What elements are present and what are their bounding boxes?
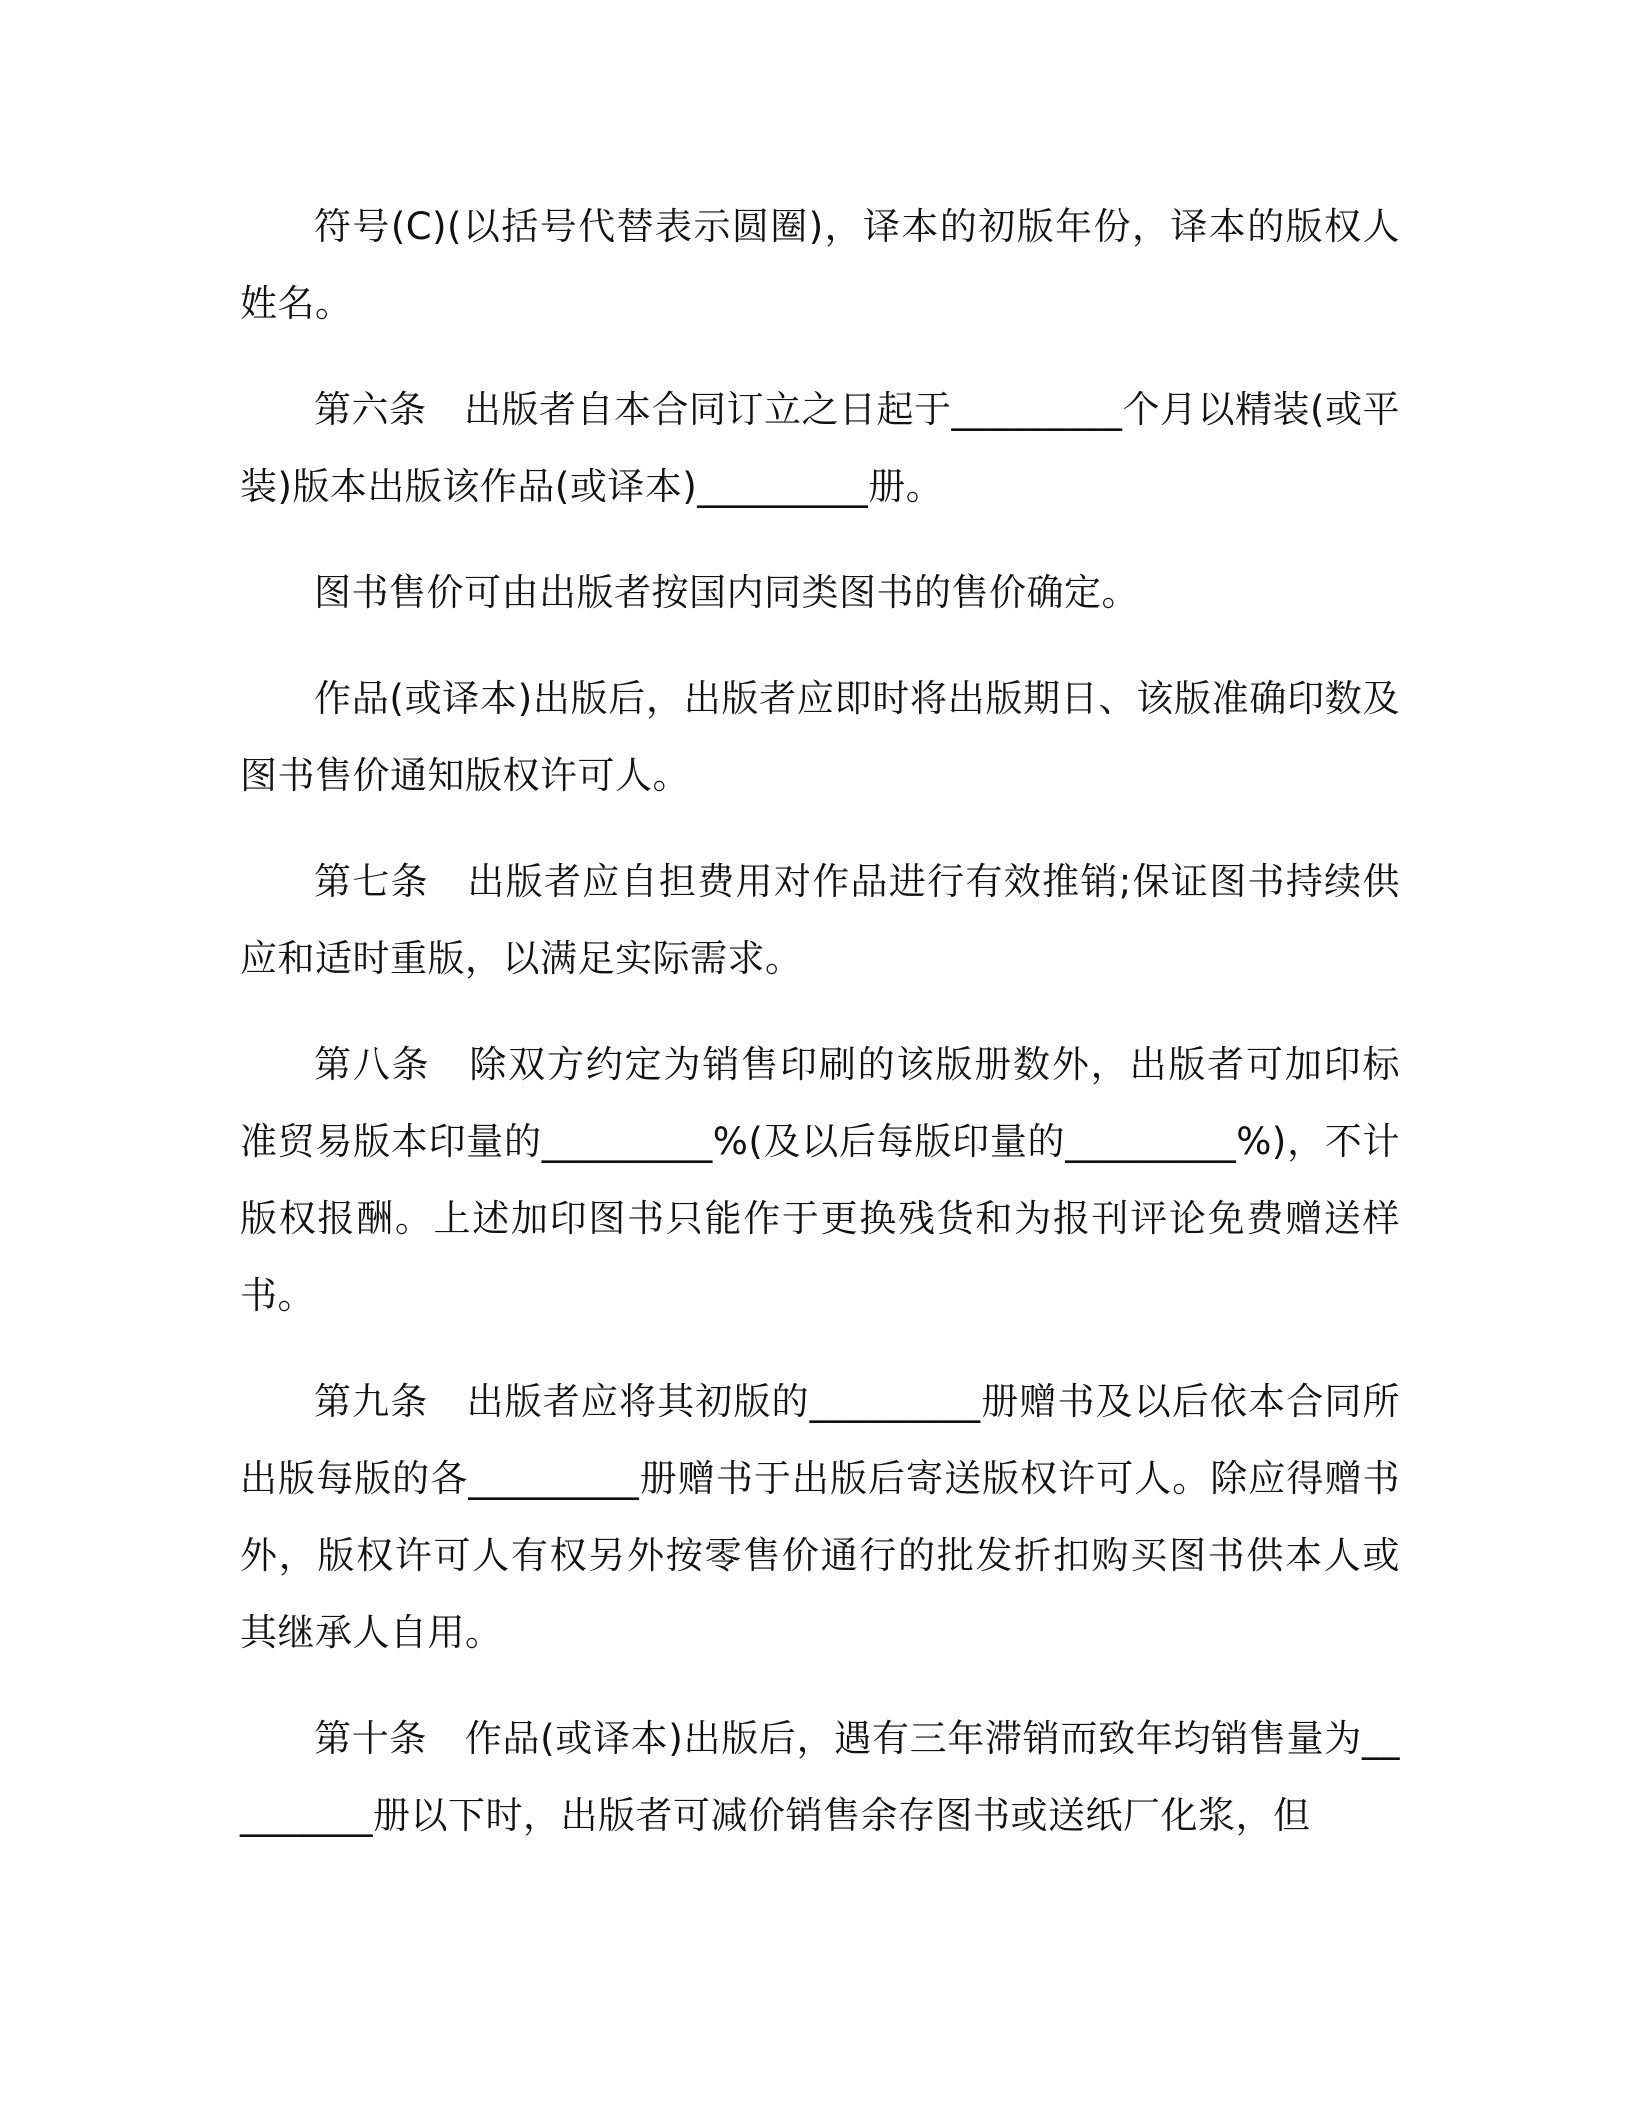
paragraph-article-6: 第六条 出版者自本合同订立之日起于_________个月以精装(或平装)版本出版该作品(或译本)_________册。	[240, 388, 1400, 508]
paragraph-article-10: 第十条 作品(或译本)出版后，遇有三年滞销而致年均销售量为_________册以下时，出版者可减价销售余存图书或送纸厂化浆，但	[240, 1717, 1400, 1837]
paragraph-article-7: 第七条 出版者应自担费用对作品进行有效推销;保证图书持续供应和适时重版，以满足实际需求。	[240, 860, 1400, 980]
document-body	[240, 188, 1400, 1883]
paragraph-publication-notice: 作品(或译本)出版后，出版者应即时将出版期日、该版准确印数及图书售价通知版权许可人。	[240, 677, 1400, 797]
paragraph-translation-notice: 符号(C)(以括号代替表示圆圈)，译本的初版年份，译本的版权人姓名。	[240, 205, 1400, 325]
paragraph-book-price: 图书售价可由出版者按国内同类图书的售价确定。	[314, 571, 1139, 614]
paragraph-article-8: 第八条 除双方约定为销售印刷的该版册数外，出版者可加印标准贸易版本印量的_________%(及以后每版印量的_________%)，不计版权报酬。上述加印图书只能作于更换残货和为报刊评论免费赠送样书。	[240, 1043, 1400, 1317]
paragraph-article-9: 第九条 出版者应将其初版的_________册赠书及以后依本合同所出版每版的各_________册赠书于出版后寄送版权许可人。除应得赠书外，版权许可人有权另外按零售价通行的批发折扣购买图书供本人或其继承人自用。	[240, 1380, 1400, 1654]
